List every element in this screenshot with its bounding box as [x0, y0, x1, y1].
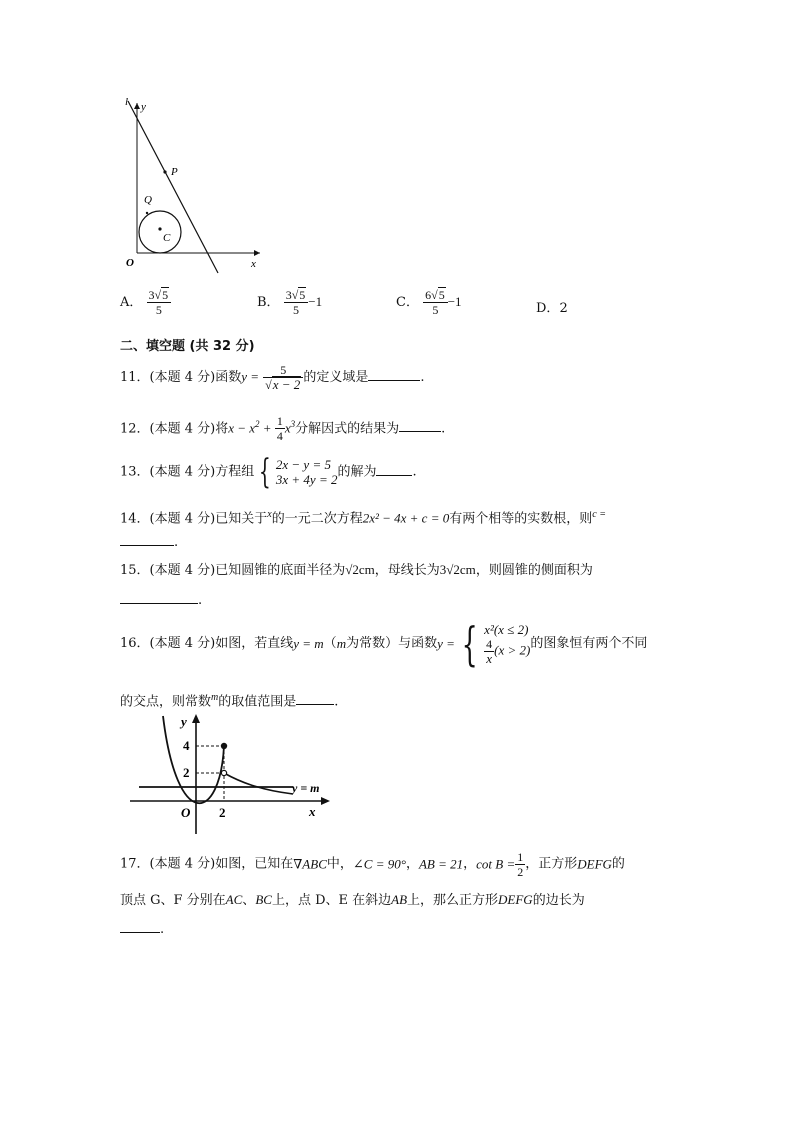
- choice-d-value: 2: [559, 301, 568, 316]
- choice-c-letter: C．: [396, 295, 419, 310]
- question-14: 14．(本题 4 分)已知关于$^x$的一元二次方程2x² − 4x + c = 0有两个相等的实数根，则$^{c =}$: [120, 509, 606, 527]
- question-17: 17．(本题 4 分)如图，已知在∇ABC中，∠C = 90°，AB = 21，cot B = $\frac{1}{2}$ ，正方形DEFG的: [120, 850, 625, 879]
- choice-a: [120, 288, 171, 317]
- answer-blank-13[interactable]: [376, 463, 412, 476]
- choice-b-letter: B．: [257, 295, 280, 310]
- choice-d-letter: D．: [536, 301, 560, 316]
- question-17-answer: .: [120, 920, 164, 940]
- answer-blank-12[interactable]: [399, 419, 441, 432]
- choice-c-value: $\frac{6√5}{5}$: [423, 288, 448, 317]
- label-c: C: [163, 232, 171, 244]
- choice-b-value: $\frac{3√5}{5}$: [284, 288, 309, 317]
- graph-label-o: O: [181, 805, 191, 820]
- choice-a-letter: A．: [120, 295, 143, 310]
- label-o: O: [126, 257, 134, 269]
- question-17-line2: 顶点 G、F 分别在AC、BC上，点 D、E 在斜边AB上，那么正方形DEFG的边长为: [120, 892, 585, 908]
- question-16: 16．(本题 4 分)如图，若直线y = m（m为常数）与函数y = { x²(x ≤ 2) $\frac{4}{x}$ (x > 2) 的图象恒有两个不同: [120, 617, 648, 671]
- answer-blank-14[interactable]: [120, 533, 174, 546]
- answer-blank-15[interactable]: [120, 591, 198, 604]
- label-y: y: [141, 101, 146, 113]
- section-fill-in-title: 二、填空题 (共 32 分): [120, 339, 255, 354]
- question-15: 15．(本题 4 分)已知圆锥的底面半径为√2cm，母线长为3√2cm，则圆锥的侧面积为: [120, 562, 593, 578]
- answer-blank-17[interactable]: [120, 920, 160, 933]
- figure-function-graph: [125, 712, 335, 837]
- question-13: 13．(本题 4 分)方程组 { 2x − y = 5 3x + 4y = 2 的解为 .: [120, 452, 417, 492]
- label-l: l: [125, 96, 129, 108]
- label-x: x: [251, 258, 256, 270]
- graph-label-x: x: [309, 804, 316, 819]
- choice-c: C． $\frac{6√5}{5}$ −1: [396, 288, 462, 317]
- question-11: 11．(本题 4 分)函数y = $\frac{5}{√x - 2}$ 的定义域是 .: [120, 363, 425, 392]
- graph-label-ym: y = m: [292, 781, 320, 795]
- choice-d: [536, 297, 568, 316]
- graph-tick-2-x: 2: [219, 805, 226, 820]
- choice-a-value: $\frac{3√5}{5}$: [147, 288, 172, 317]
- question-12: 12．(本题 4 分)将$x - x^2$ + $\frac{1}{4}$ $x^3$分解因式的结果为 .: [120, 414, 446, 444]
- graph-tick-2-y: 2: [183, 765, 190, 780]
- graph-label-y: y: [181, 714, 187, 729]
- question-16-line2: 的交点，则常数$^m$的取值范围是 .: [120, 692, 339, 710]
- label-q: Q: [144, 194, 152, 206]
- question-14-answer: .: [120, 533, 178, 553]
- answer-blank-16[interactable]: [296, 692, 334, 705]
- answer-blank-11[interactable]: [368, 368, 420, 381]
- choice-b: B． $\frac{3√5}{5}$ −1: [257, 288, 323, 317]
- graph-tick-4: 4: [183, 738, 190, 753]
- figure-circle-tangent: [115, 95, 265, 275]
- label-p: P: [171, 166, 178, 178]
- question-15-answer: .: [120, 591, 202, 611]
